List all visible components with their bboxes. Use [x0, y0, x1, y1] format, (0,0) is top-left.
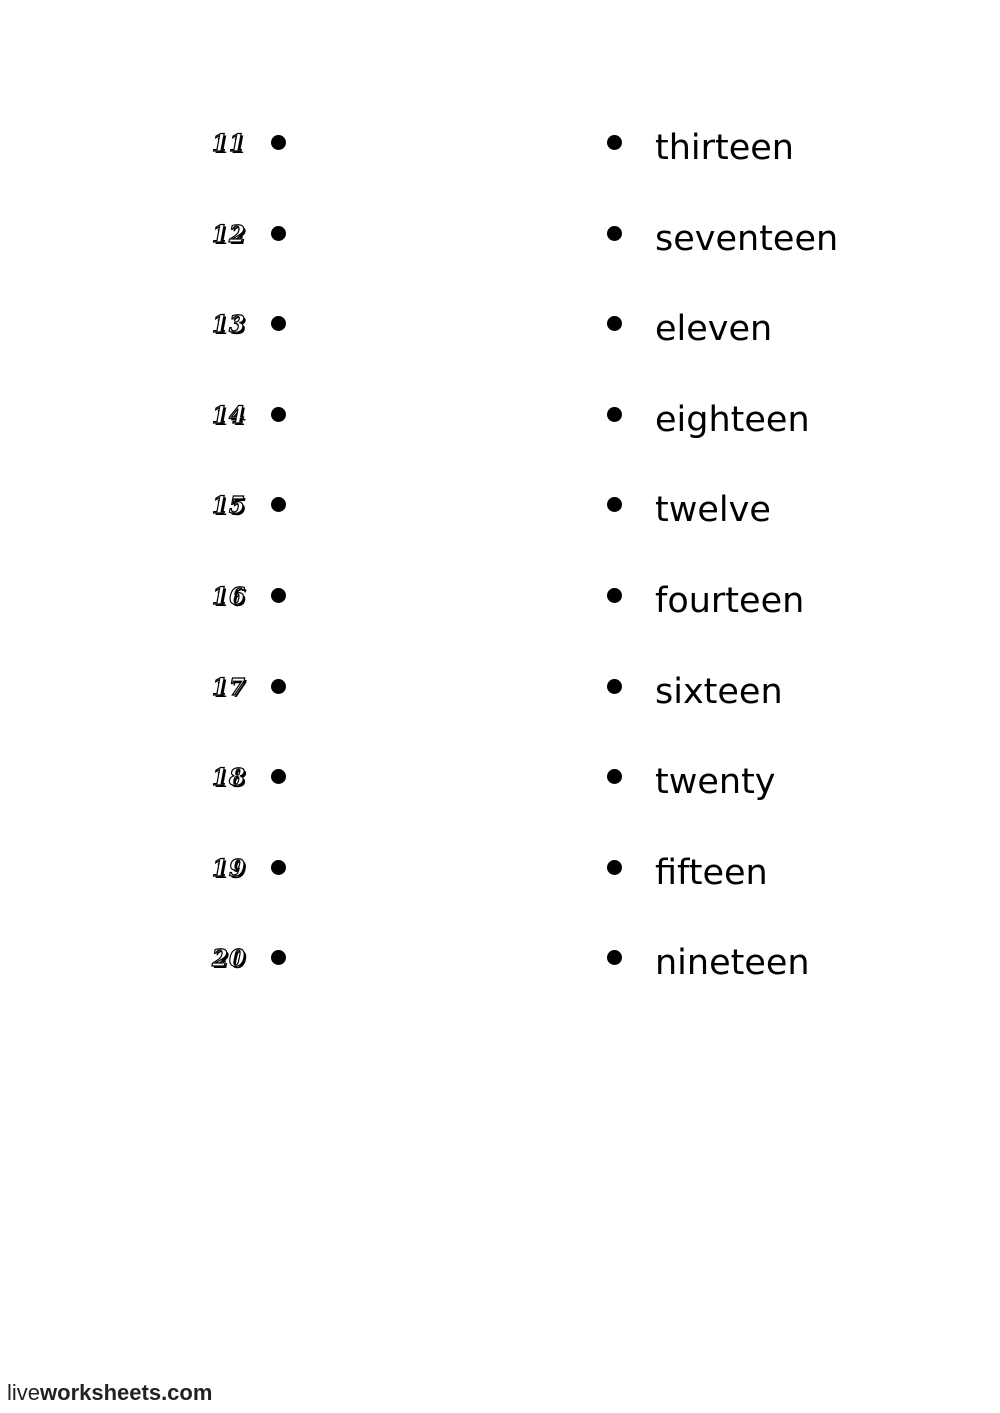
left-match-dot[interactable]: [271, 407, 286, 422]
left-match-dot[interactable]: [271, 226, 286, 241]
left-match-dot[interactable]: [271, 135, 286, 150]
number-word: fifteen: [655, 853, 768, 893]
number-label: 18: [211, 764, 246, 791]
footer-brand-name: worksheets.com: [40, 1380, 213, 1405]
number-label: 19: [211, 855, 246, 882]
right-match-dot[interactable]: [607, 497, 622, 512]
left-match-dot[interactable]: [271, 769, 286, 784]
number-label: 13: [211, 311, 246, 338]
number-word: twelve: [655, 490, 771, 530]
number-label: 17: [211, 674, 246, 701]
match-row: [0, 295, 1000, 355]
right-match-dot[interactable]: [607, 860, 622, 875]
match-row: [0, 114, 1000, 174]
number-label: 11: [211, 130, 246, 157]
number-word: eleven: [655, 309, 773, 349]
left-match-dot[interactable]: [271, 316, 286, 331]
right-match-dot[interactable]: [607, 769, 622, 784]
number-label: 20: [211, 945, 246, 972]
number-word: twenty: [655, 762, 776, 802]
left-match-dot[interactable]: [271, 950, 286, 965]
match-row: [0, 929, 1000, 989]
footer-brand: [7, 1380, 212, 1406]
number-label: 16: [211, 583, 246, 610]
match-row: [0, 476, 1000, 536]
match-row: [0, 839, 1000, 899]
footer-prefix: live: [7, 1380, 41, 1405]
right-match-dot[interactable]: [607, 588, 622, 603]
number-label: 15: [211, 492, 246, 519]
match-row: [0, 658, 1000, 718]
number-word: fourteen: [655, 581, 805, 621]
right-match-dot[interactable]: [607, 950, 622, 965]
left-match-dot[interactable]: [271, 679, 286, 694]
right-match-dot[interactable]: [607, 407, 622, 422]
number-word: sixteen: [655, 672, 783, 712]
right-match-dot[interactable]: [607, 316, 622, 331]
number-label: 12: [211, 221, 246, 248]
match-row: [0, 567, 1000, 627]
match-row: [0, 386, 1000, 446]
number-word: eighteen: [655, 400, 810, 440]
number-word: nineteen: [655, 943, 810, 983]
left-match-dot[interactable]: [271, 860, 286, 875]
right-match-dot[interactable]: [607, 679, 622, 694]
match-row: [0, 205, 1000, 265]
number-label: 14: [211, 402, 246, 429]
right-match-dot[interactable]: [607, 226, 622, 241]
number-word: thirteen: [655, 128, 794, 168]
left-match-dot[interactable]: [271, 588, 286, 603]
number-word: seventeen: [655, 219, 839, 259]
left-match-dot[interactable]: [271, 497, 286, 512]
match-row: [0, 748, 1000, 808]
right-match-dot[interactable]: [607, 135, 622, 150]
